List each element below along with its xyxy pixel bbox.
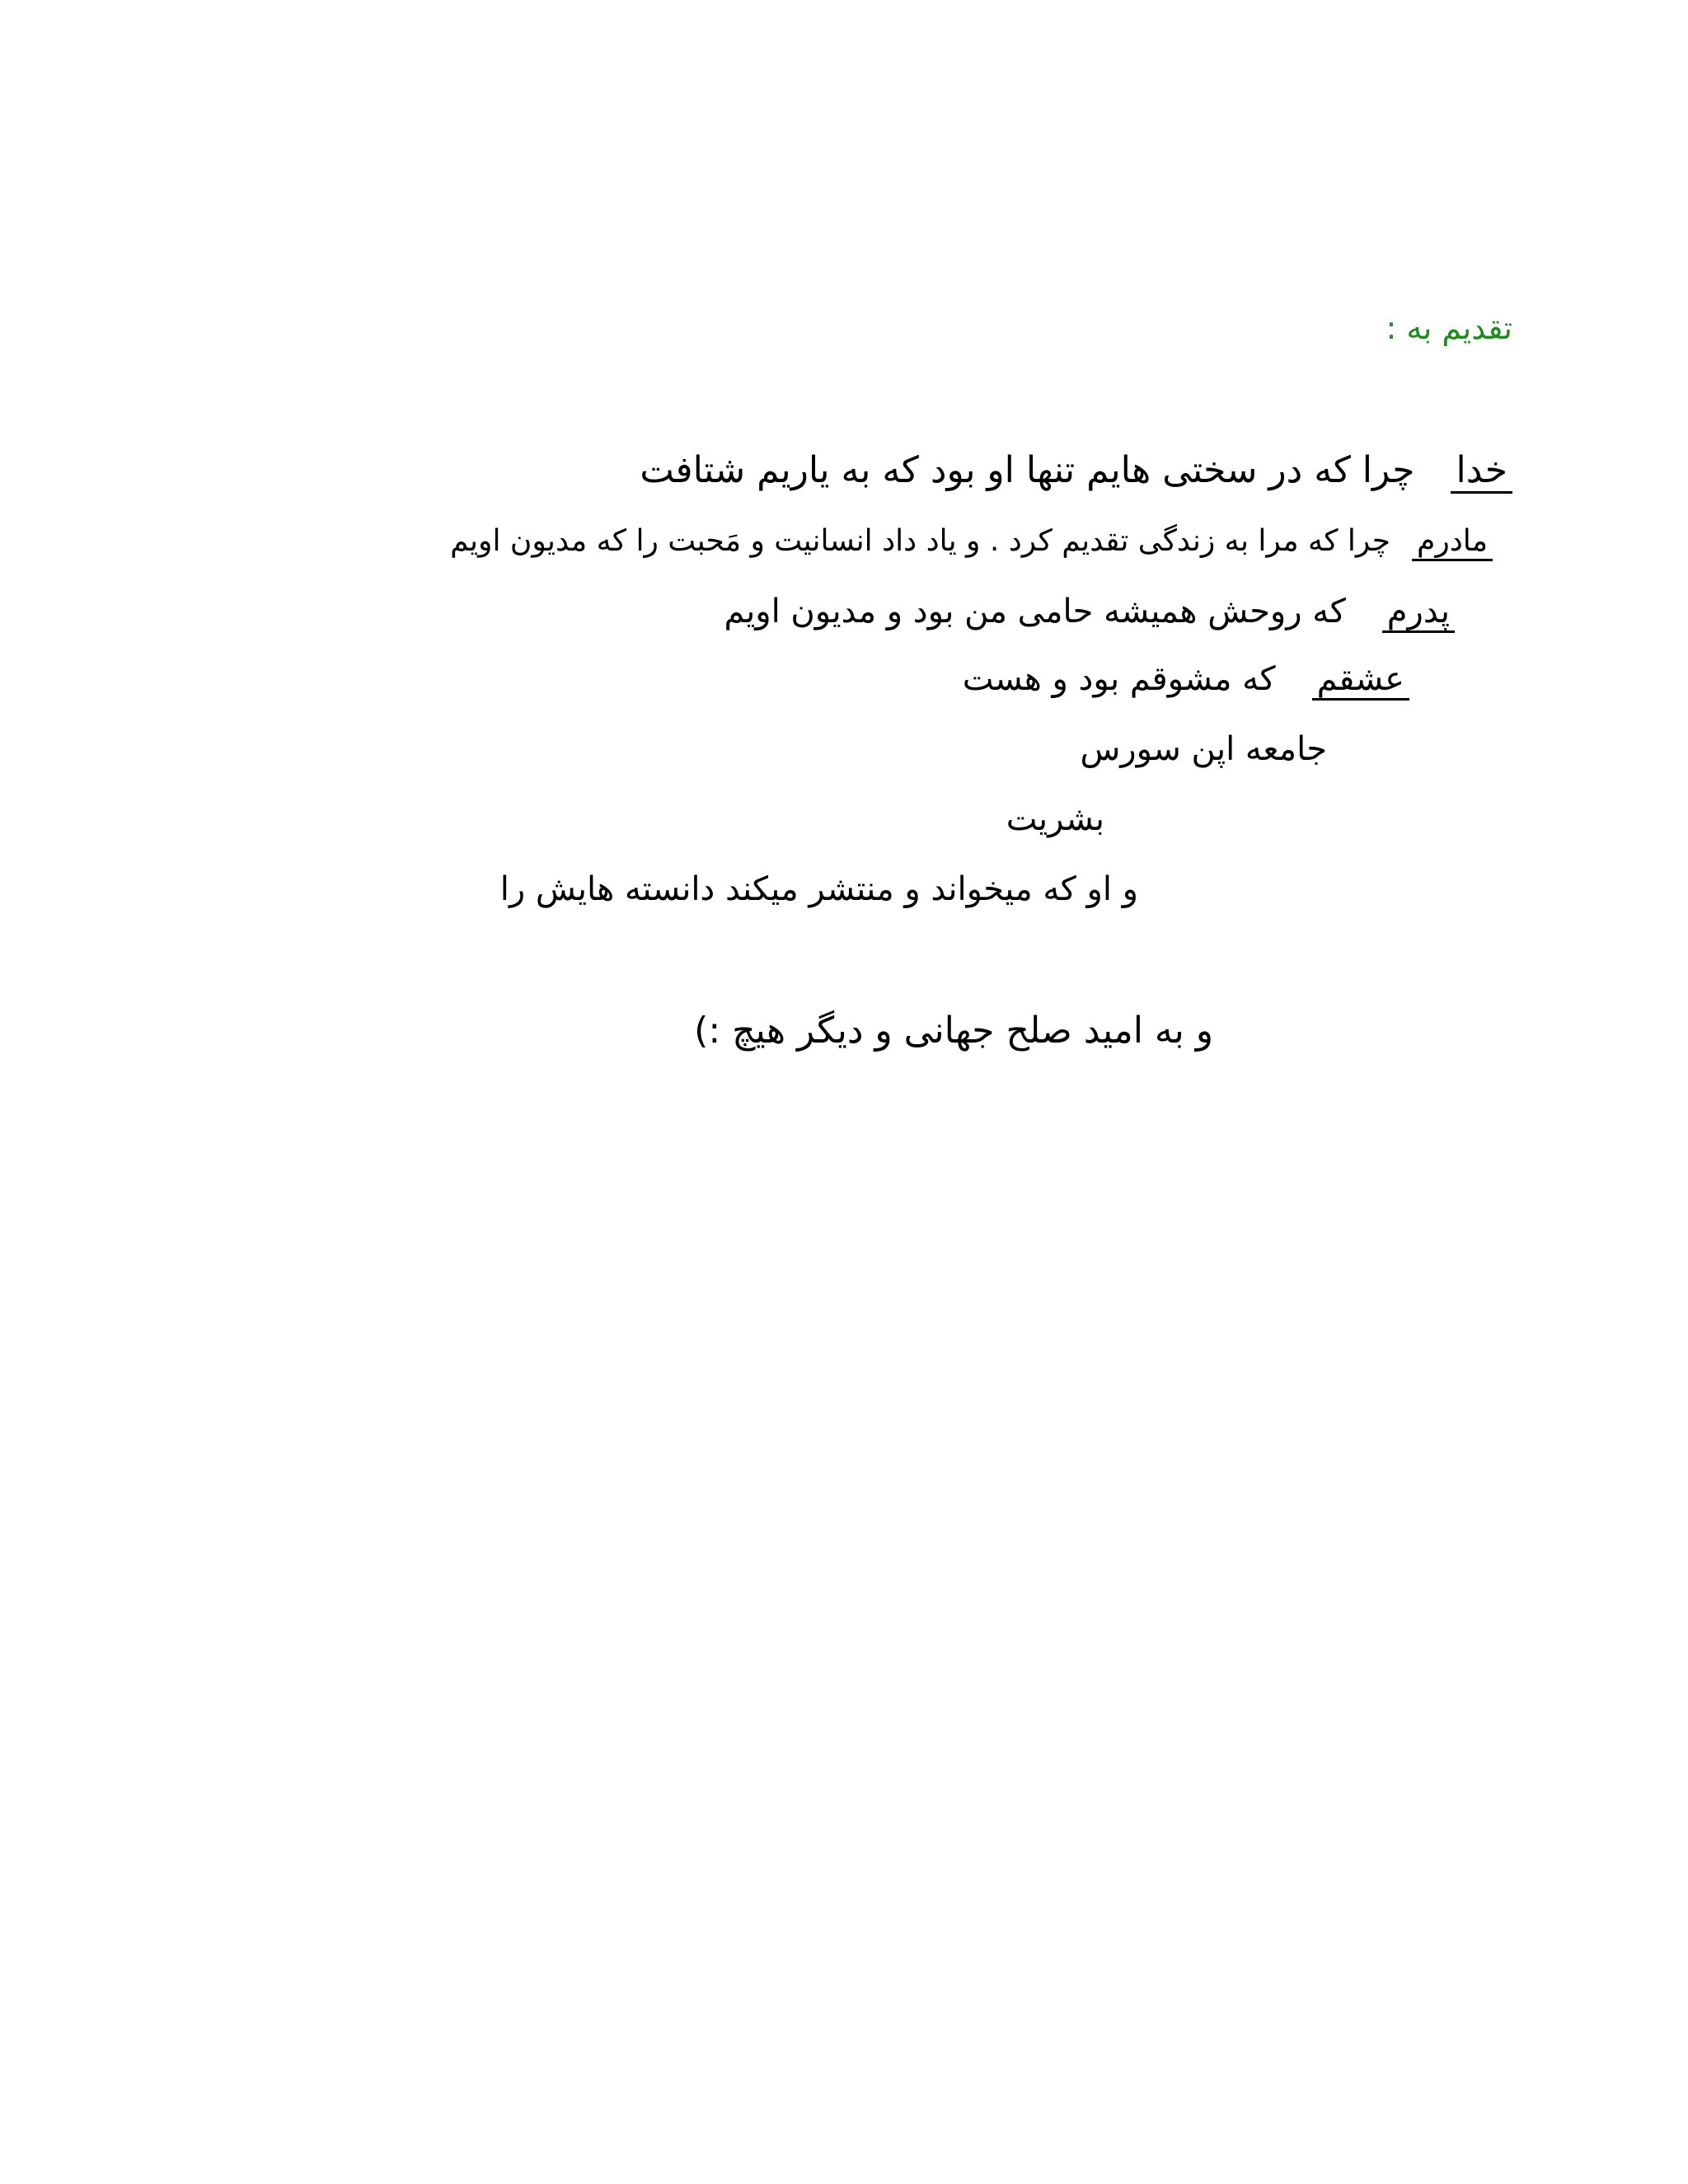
- dedication-text-father: که روحش همیشه حامی من بود و مدیون اویم: [724, 593, 1346, 630]
- dedication-keyword-love: عشقم: [1312, 662, 1409, 701]
- dedication-text-love: که مشوقم بود و هست: [962, 660, 1276, 698]
- dedication-text-god: چرا که در سختی هایم تنها او بود که به یاریم شتافت: [640, 449, 1415, 491]
- dedication-keyword-father: پدرم: [1382, 594, 1455, 633]
- dedication-line-god: [640, 449, 1512, 494]
- dedication-closing: و به امید صلح جهانی و دیگر هیچ :): [694, 1010, 1213, 1052]
- dedication-line-reader: و او که میخواند و منتشر میکند دانسته هایش را: [499, 870, 1138, 908]
- dedication-line-mother: [450, 523, 1493, 561]
- dedication-line-open-source: جامعه اپن سورس: [1080, 730, 1327, 768]
- dedication-keyword-mother: مادرم: [1412, 526, 1493, 561]
- dedication-line-humanity: بشریت: [1006, 800, 1104, 838]
- dedication-line-love: [963, 659, 1409, 701]
- dedication-line-father: [724, 592, 1455, 633]
- dedication-keyword-god: خدا: [1451, 452, 1512, 494]
- dedication-heading: تقدیم به :: [1386, 310, 1512, 346]
- dedication-text-mother: چرا که مرا به زندگی تقدیم کرد . و یاد داد انسانیت و مَحبت را که مدیون اویم: [450, 524, 1391, 558]
